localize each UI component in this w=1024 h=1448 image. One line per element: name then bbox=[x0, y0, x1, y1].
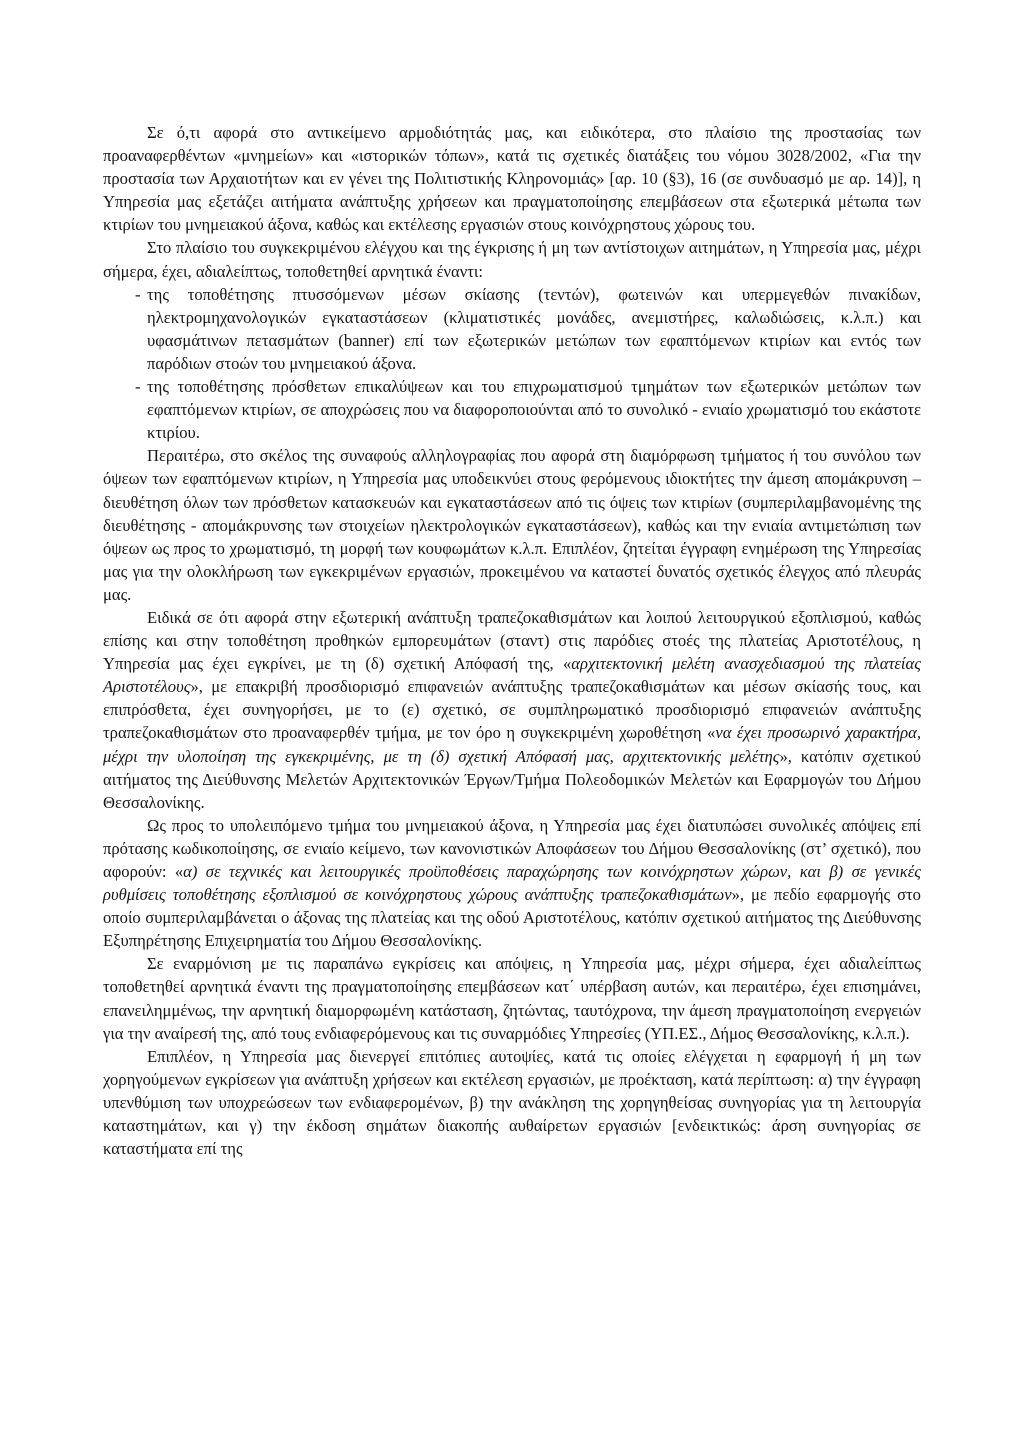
bullet-dash: - bbox=[135, 377, 141, 397]
paragraph-facades: Περαιτέρω, στο σκέλος της συναφούς αλληλογραφίας που αφορά στη διαμόρφωση τμήματος ή του συνόλου των όψεων των εφαπτόμενων κτιρίων, η Υπηρεσία μας υποδεικνύει στους φερόμενους ιδιοκτήτες την άμεση απομάκρυνση – διευθέτηση όλων των πρόσθετων κατασκευών και εγκαταστάσεων από τις όψεις των κτιρίων (συμπεριλαμβανομένης της διευθέτησης - απομάκρυνσης των στοιχείων ηλεκτρολογικών εγκαταστάσεων), καθώς και την ενιαία αντιμετώπιση των όψεων ως προς το χρωματισμό, τη μορφή των κουφωμάτων κ.λ.π. Επιπλέον, ζητείται έγγραφη ενημέρωση της Υπηρεσίας μας για την ολοκλήρωση των εγκεκριμένων εργασιών, προκειμένου να καταστεί δυνατός σχετικός έλεγχος από πλευράς μας. bbox=[103, 446, 921, 604]
list-item bbox=[135, 283, 921, 375]
paragraph-aristotelous-square bbox=[103, 606, 921, 814]
text-run: Ως προς το υπολειπόμενο τμήμα του μνημειακού άξονα, η Υπηρεσία μας έχει διατυπώσει συνολικές απόψεις επί πρότασης κωδικοποίησης, σε ενιαίο κείμενο, των κανονιστικών Αποφάσεων του Δήμου Θεσσαλονίκης (στ’ σχετικό), που αφορούν: « bbox=[103, 815, 921, 881]
paragraph-negative-stance: Στο πλαίσιο του συγκεκριμένου ελέγχου και της έγκρισης ή μη των αντίστοιχων αιτημάτων, η Υπηρεσία μας, μέχρι σήμερα, έχει, αδιαλείπτως, τοποθετηθεί αρνητικά έναντι: bbox=[103, 238, 921, 281]
text-run: », κατόπιν σχετικού αιτήματος της Διεύθυνσης Μελετών Αρχιτεκτονικών Έργων/Τμήμα Πολεοδομικών Μελετών και Εφαρμογών του Δήμου Θεσσαλονίκης. bbox=[103, 746, 922, 812]
document-body bbox=[103, 121, 921, 1160]
text-run: », με επακριβή προσδιορισμό επιφανειών ανάπτυξης τραπεζοκαθισμάτων και μέσων σκίασής τους, και επιπρόσθετα, έχει συνηγορήσει, με το (ε) σχετικό, σε συμπληρωματικό προσδιορισμό επιφανειών ανάπτυξης τραπεζοκαθισμάτων στο προαναφερθέν τμήμα, με τον όρο η συγκεκριμένη χωροθέτηση « bbox=[103, 677, 921, 743]
italic-quote: αρχιτεκτονική μελέτη ανασχεδιασμού της πλατείας Αριστοτέλους bbox=[103, 654, 921, 697]
list-item bbox=[135, 375, 921, 444]
paragraph-monumental-axis bbox=[103, 814, 921, 953]
list-item-text: της τοποθέτησης πρόσθετων επικαλύψεων και του επιχρωματισμού τμημάτων των εξωτερικών μετώπων των εφαπτόμενων κτιρίων, σε αποχρώσεις που να διαφοροποιούνται από το συνολικό - ενιαίο χρωματισμό του εκάστοτε κτιρίου. bbox=[147, 377, 921, 443]
italic-quote: να έχει προσωρινό χαρακτήρα, μέχρι την υλοποίηση της εγκεκριμένης, με τη (δ) σχετική Απόφασή μας, αρχιτεκτονικής μελέτης bbox=[103, 723, 921, 766]
list-item-text: της τοποθέτησης πτυσσόμενων μέσων σκίασης (τεντών), φωτεινών και υπερμεγεθών πινακίδων, ηλεκτρομηχανολογικών εγκαταστάσεων (κλιματιστικές μονάδες, ανεμιστήρες, καλωδιώσεις, κ.λ.π.) και υφασμάτινων πετασμάτων (banner) επί των εξωτερικών μετώπων των εφαπτόμενων κτιρίων και εντός των παρόδιων στοών του μνημειακού άξονα. bbox=[147, 284, 921, 373]
bullet-list bbox=[103, 283, 921, 445]
paragraph-inspections: Επιπλέον, η Υπηρεσία μας διενεργεί επιτόπιες αυτοψίες, κατά τις οποίες ελέγχεται η εφαρμογή ή μη των χορηγούμενων εγκρίσεων για ανάπτυξη χρήσεων και εκτέλεση εργασιών, με προέκταση, κατά περίπτωση: α) την έγγραφη υπενθύμιση των υποχρεώσεων των ενδιαφερομένων, β) την ανάκληση της χορηγηθείσας συνηγορίας για τη λειτουργία καταστημάτων, και γ) την έκδοση σημάτων διακοπής αυθαίρετων εργασιών [ενδεικτικώς: άρση συνηγορίας σε καταστήματα επί της bbox=[103, 1046, 921, 1159]
text-run: Ειδικά σε ότι αφορά στην εξωτερική ανάπτυξη τραπεζοκαθισμάτων και λοιπού λειτουργικού εξοπλισμού, καθώς επίσης και στην τοποθέτηση προθηκών εμπορευμάτων (σταντ) στις παρόδιες στοές της πλατείας Αριστοτέλους, η Υπηρεσία μας έχει εγκρίνει, με τη (δ) σχετική Απόφασή της, « bbox=[103, 607, 921, 674]
paragraph-harmonization: Σε εναρμόνιση με τις παραπάνω εγκρίσεις και απόψεις, η Υπηρεσία μας, μέχρι σήμερα, έχει αδιαλείπτως τοποθετηθεί αρνητικά έναντι της πραγματοποίησης επεμβάσεων κατ΄ υπέρβαση αυτών, και περαιτέρω, έχει επισημάνει, επανειλημμένως, την αρνητική διαμορφωμένη κατάσταση, ζητώντας, ταυτόχρονα, την άμεση πραγματοποίηση ενεργειών για την αναίρεσή της, από τους ενδιαφερόμενους και τις συναρμόδιες Υπηρεσίες (ΥΠ.ΕΣ., Δήμος Θεσσαλονίκης, κ.λ.π.). bbox=[103, 954, 921, 1043]
bullet-dash: - bbox=[135, 284, 141, 304]
italic-quote: α) σε τεχνικές και λειτουργικές προϋποθέσεις παραχώρησης των κοινόχρηστων χώρων, και β) σε γενικές ρυθμίσεις τοποθέτησης εξοπλισμού σε κοινόχρηστους χώρους ανάπτυξης τραπεζοκαθισμάτων bbox=[103, 862, 921, 905]
text-run: », με πεδίο εφαρμογής στο οποίο συμπεριλαμβάνεται ο άξονας της πλατείας και της οδού Αριστοτέλους, κατόπιν σχετικού αιτήματος της Διεύθυνσης Εξυπηρέτησης Επιχειρηματία του Δήμου Θεσσαλονίκης. bbox=[103, 885, 921, 951]
paragraph-legal-framework: Σε ό,τι αφορά στο αντικείμενο αρμοδιότητάς μας, και ειδικότερα, στο πλαίσιο της προστασίας των προαναφερθέντων «μνημείων» και «ιστορικών τόπων», κατά τις σχετικές διατάξεις του νόμου 3028/2002, «Για την προστασία των Αρχαιοτήτων και εν γένει της Πολιτιστικής Κληρονομιάς» [αρ. 10 (§3), 16 (σε συνδυασμό με αρ. 14)], η Υπηρεσία μας εξετάζει αιτήματα ανάπτυξης χρήσεων και πραγματοποίησης επεμβάσεων στα εξωτερικά μέτωπα των κτιρίων του μνημειακού άξονα, καθώς και εκτέλεσης εργασιών στους κοινόχρηστους χώρους του. bbox=[103, 123, 921, 235]
